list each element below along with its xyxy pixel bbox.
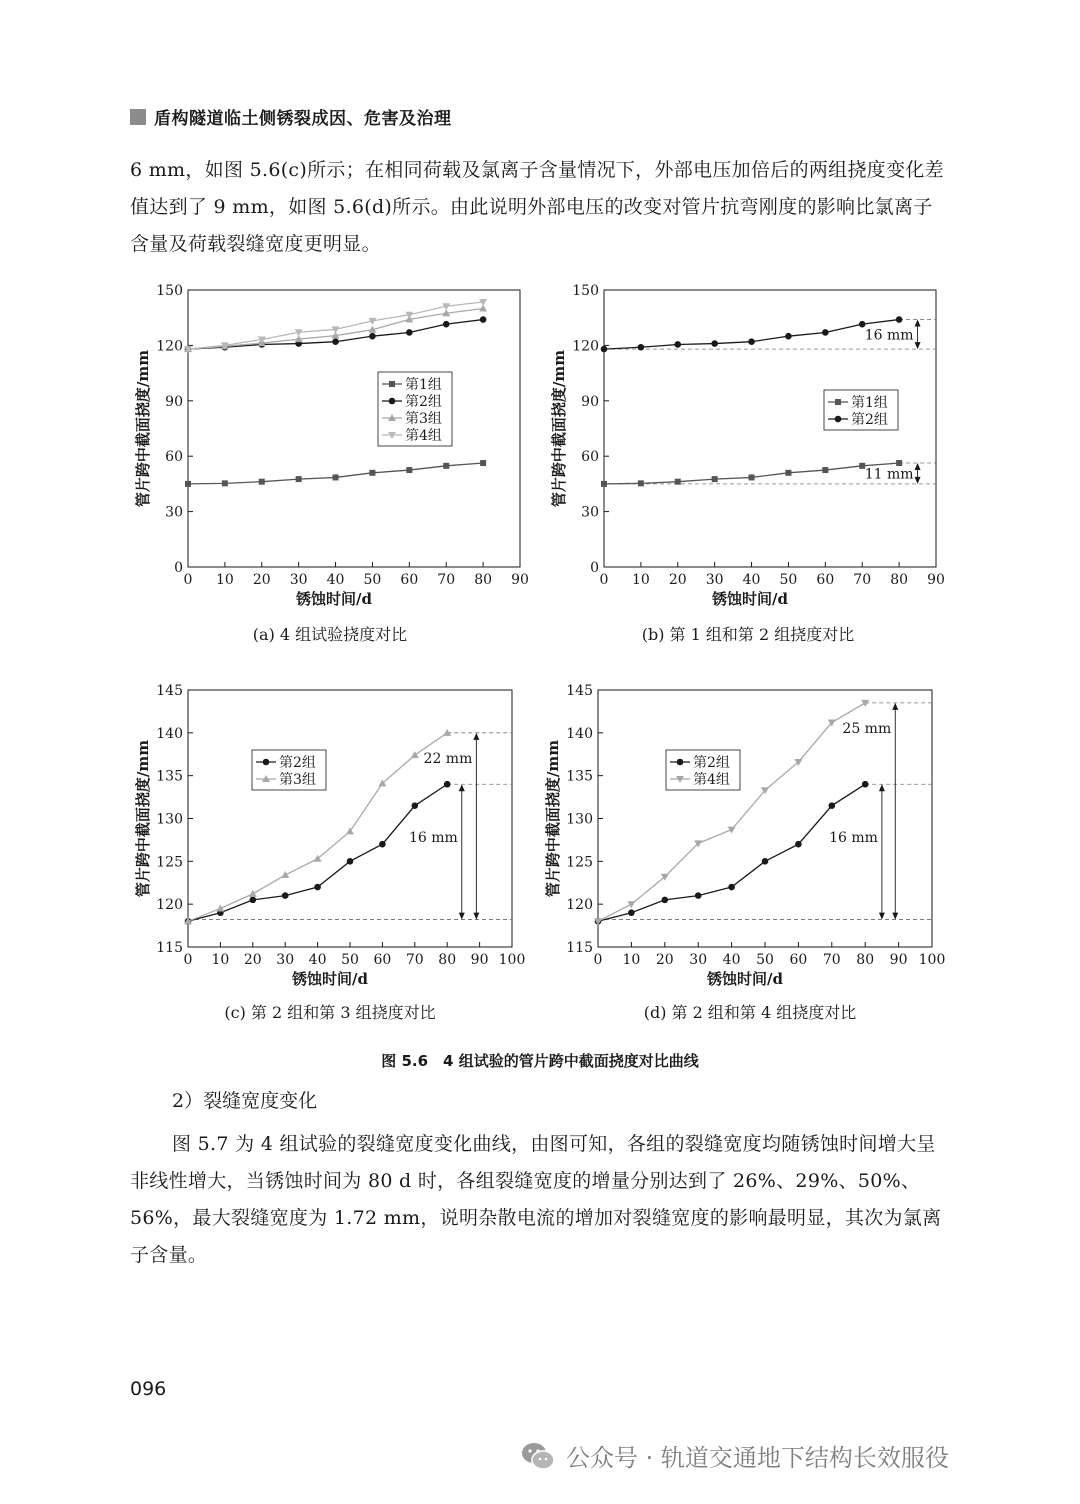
data-point (829, 802, 836, 809)
data-point (480, 460, 486, 466)
annotation-arrowhead-up (459, 784, 465, 791)
data-point (259, 479, 265, 485)
data-point (601, 346, 608, 353)
data-point (862, 781, 869, 788)
legend-label: 第4组 (693, 772, 730, 788)
annotation-arrowhead-down (459, 913, 465, 920)
annotation-label: 11 mm (864, 466, 914, 483)
x-tick-label: 80 (856, 952, 875, 968)
annotation-label: 22 mm (423, 750, 473, 767)
legend-label: 第2组 (405, 394, 442, 410)
data-point (333, 474, 339, 480)
x-tick-label: 100 (918, 952, 946, 968)
data-point (638, 344, 645, 351)
y-tick-label: 60 (165, 449, 183, 466)
x-tick-label: 30 (276, 952, 295, 968)
data-point (412, 802, 419, 809)
data-point (712, 476, 718, 482)
x-tick-label: 10 (211, 952, 230, 968)
x-tick-label: 30 (289, 572, 308, 588)
data-point (861, 700, 869, 707)
data-point (443, 729, 451, 736)
chart-d (540, 680, 960, 990)
legend-marker (389, 398, 396, 405)
legend-marker (263, 759, 270, 766)
x-tick-label: 90 (927, 572, 945, 588)
data-point (346, 827, 354, 834)
y-tick-label: 135 (566, 768, 593, 785)
figure-caption: 图 5.6 4 组试验的管片跨中截面挠度对比曲线 (381, 1052, 699, 1070)
x-tick-label: 90 (511, 572, 529, 588)
x-tick-label: 40 (742, 572, 761, 588)
x-axis-label: 锈蚀时间/d (712, 590, 788, 608)
annotation-arrowhead-up (473, 733, 479, 740)
annotation-label: 16 mm (864, 327, 914, 344)
y-tick-label: 90 (165, 393, 183, 410)
plot-frame (188, 290, 520, 567)
y-tick-label: 120 (156, 338, 183, 355)
y-tick-label: 130 (566, 811, 593, 828)
annotation-arrowhead-down (473, 913, 479, 920)
x-axis-label: 锈蚀时间/d (292, 970, 368, 988)
data-point (662, 897, 669, 904)
y-axis-label: 管片跨中截面挠度/mm (134, 739, 152, 898)
y-axis-label: 管片跨中截面挠度/mm (550, 349, 568, 508)
data-point (480, 316, 487, 323)
data-point (711, 340, 718, 347)
data-point (314, 884, 321, 891)
data-point (250, 897, 257, 904)
x-tick-label: 70 (437, 572, 456, 588)
y-tick-label: 115 (566, 940, 593, 956)
data-point (859, 321, 866, 328)
data-point (443, 463, 449, 469)
x-tick-label: 50 (756, 952, 774, 968)
data-point (369, 470, 375, 476)
data-point (638, 480, 644, 486)
data-point (896, 316, 903, 323)
x-tick-label: 60 (816, 572, 835, 588)
page-number: 096 (130, 1378, 167, 1400)
y-tick-label: 130 (156, 811, 183, 828)
annotation-arrowhead-down (879, 913, 885, 920)
y-tick-label: 30 (581, 504, 599, 521)
series-line-1 (604, 463, 899, 484)
x-tick-label: 20 (252, 572, 271, 588)
data-point (222, 480, 228, 486)
data-point (628, 909, 635, 916)
y-tick-label: 0 (590, 560, 599, 576)
x-tick-label: 0 (599, 572, 609, 588)
watermark-text: 公众号 · 轨道交通地下结构长效服役 (566, 1444, 949, 1472)
data-point (216, 904, 224, 911)
x-tick-label: 20 (243, 952, 262, 968)
data-point (896, 460, 902, 466)
data-point (762, 858, 769, 865)
x-tick-label: 20 (668, 572, 687, 588)
data-point (822, 467, 828, 473)
panel-caption-d: (d) 第 2 组和第 4 组挠度对比 (643, 1003, 857, 1022)
data-point (749, 474, 755, 480)
annotation-arrowhead-down (892, 913, 898, 920)
x-tick-label: 40 (326, 572, 345, 588)
data-point (444, 781, 451, 788)
legend-label: 第2组 (279, 755, 316, 771)
x-tick-label: 0 (593, 952, 603, 968)
x-tick-label: 10 (631, 572, 650, 588)
data-point (785, 470, 791, 476)
header-square-icon (130, 109, 146, 125)
panel-caption-a: (a) 4 组试验挠度对比 (252, 625, 408, 644)
watermark (520, 1438, 949, 1473)
x-tick-label: 80 (890, 572, 909, 588)
legend-marker (389, 381, 395, 387)
data-point (369, 333, 376, 340)
y-tick-label: 125 (156, 854, 183, 871)
annotation-label: 16 mm (408, 829, 458, 846)
y-tick-label: 125 (566, 854, 593, 871)
x-tick-label: 80 (474, 572, 493, 588)
data-point (795, 841, 802, 848)
chart-a (128, 280, 548, 610)
plot-frame (188, 690, 512, 947)
data-point (249, 890, 257, 897)
y-axis-label: 管片跨中截面挠度/mm (544, 739, 562, 898)
annotation-arrowhead-up (892, 703, 898, 710)
x-tick-label: 40 (722, 952, 741, 968)
x-tick-label: 90 (889, 952, 908, 968)
x-tick-label: 40 (308, 952, 327, 968)
data-point (695, 892, 702, 899)
data-point (748, 338, 755, 345)
data-point (347, 858, 354, 865)
y-tick-label: 90 (581, 393, 599, 410)
data-point (406, 329, 413, 336)
y-tick-label: 120 (156, 897, 183, 914)
data-point (822, 329, 829, 336)
x-tick-label: 60 (400, 572, 419, 588)
series-line-1 (188, 784, 447, 921)
legend-marker (835, 399, 841, 405)
data-point (296, 476, 302, 482)
legend-marker (835, 416, 842, 423)
annotation-arrowhead-down (915, 477, 921, 484)
panel-caption-b: (b) 第 1 组和第 2 组挠度对比 (641, 625, 855, 644)
x-tick-label: 0 (183, 952, 193, 968)
legend-label: 第1组 (405, 377, 442, 393)
data-point (728, 884, 735, 891)
legend-label: 第2组 (693, 755, 730, 771)
data-point (185, 481, 191, 487)
x-tick-label: 20 (655, 952, 674, 968)
data-point (601, 481, 607, 487)
x-tick-label: 60 (789, 952, 808, 968)
y-tick-label: 150 (156, 283, 183, 299)
annotation-arrowhead-down (915, 342, 921, 349)
paragraph-2: 图 5.7 为 4 组试验的裂缝宽度变化曲线，由图可知，各组的裂缝宽度均随锈蚀时间增大呈非线性增大，当锈蚀时间为 80 d 时，各组裂缝宽度的增量分别达到了 26%、29%、50%、56%，最大裂缝宽度为 1.72 mm，说明杂散电流的增加对裂缝宽度的影响最明显，其次为氯离子含量。 (130, 1133, 942, 1266)
annotation-arrowhead-up (915, 463, 921, 470)
y-tick-label: 145 (156, 683, 183, 699)
x-tick-label: 70 (822, 952, 841, 968)
legend-label: 第2组 (851, 412, 888, 428)
x-tick-label: 30 (689, 952, 708, 968)
y-tick-label: 140 (566, 725, 593, 742)
series-line-1 (598, 784, 865, 921)
chart-b (544, 280, 964, 610)
x-tick-label: 50 (363, 572, 382, 588)
wechat-icon (520, 1441, 556, 1471)
y-tick-label: 135 (156, 768, 183, 785)
data-point (282, 892, 289, 899)
y-tick-label: 140 (156, 725, 183, 742)
x-tick-label: 10 (622, 952, 641, 968)
y-tick-label: 115 (156, 940, 183, 956)
data-point (443, 321, 450, 328)
y-tick-label: 150 (572, 283, 599, 299)
series-line-1 (188, 463, 483, 484)
x-tick-label: 100 (498, 952, 526, 968)
data-point (627, 901, 635, 908)
data-point (379, 841, 386, 848)
data-point (411, 751, 419, 758)
x-tick-label: 90 (470, 952, 489, 968)
panel-caption-c: (c) 第 2 组和第 3 组挠度对比 (224, 1003, 436, 1022)
x-tick-label: 0 (183, 572, 193, 588)
y-tick-label: 30 (165, 504, 183, 521)
x-tick-label: 50 (341, 952, 359, 968)
annotation-label: 25 mm (842, 720, 892, 737)
x-tick-label: 70 (853, 572, 872, 588)
paragraph-1: 6 mm，如图 5.6(c)所示；在相同荷载及氯离子含量情况下，外部电压加倍后的两组挠度变化差值达到了 9 mm，如图 5.6(d)所示。由此说明外部电压的改变对管片抗弯刚度的影响比氯离子含量及荷载裂缝宽度更明显。 (130, 159, 944, 255)
y-axis-label: 管片跨中截面挠度/mm (134, 349, 152, 508)
y-tick-label: 0 (174, 560, 183, 576)
y-tick-label: 145 (566, 683, 593, 699)
x-tick-label: 60 (373, 952, 392, 968)
y-tick-label: 60 (581, 449, 599, 466)
legend-marker (677, 759, 684, 766)
y-tick-label: 120 (566, 897, 593, 914)
legend-label: 第4组 (405, 428, 442, 444)
y-tick-label: 120 (572, 338, 599, 355)
data-point (281, 871, 289, 878)
data-point (785, 333, 792, 340)
x-tick-label: 50 (779, 572, 798, 588)
x-tick-label: 80 (438, 952, 457, 968)
header-title: 盾构隧道临土侧锈裂成因、危害及治理 (154, 109, 452, 129)
data-point (406, 467, 412, 473)
x-tick-label: 70 (405, 952, 424, 968)
data-point (332, 338, 339, 345)
chart-c (128, 680, 548, 990)
x-tick-label: 30 (705, 572, 724, 588)
data-point (859, 463, 865, 469)
annotation-label: 16 mm (829, 829, 878, 846)
running-header (130, 104, 452, 129)
data-point (675, 479, 681, 485)
legend-label: 第3组 (405, 411, 442, 427)
legend-label: 第1组 (851, 395, 888, 411)
data-point (674, 341, 681, 348)
x-axis-label: 锈蚀时间/d (707, 970, 783, 988)
x-axis-label: 锈蚀时间/d (296, 590, 372, 608)
legend-label: 第3组 (279, 772, 316, 788)
subheading: 2）裂缝宽度变化 (172, 1090, 318, 1112)
x-tick-label: 10 (215, 572, 234, 588)
annotation-arrowhead-up (879, 784, 885, 791)
annotation-arrowhead-up (915, 320, 921, 327)
